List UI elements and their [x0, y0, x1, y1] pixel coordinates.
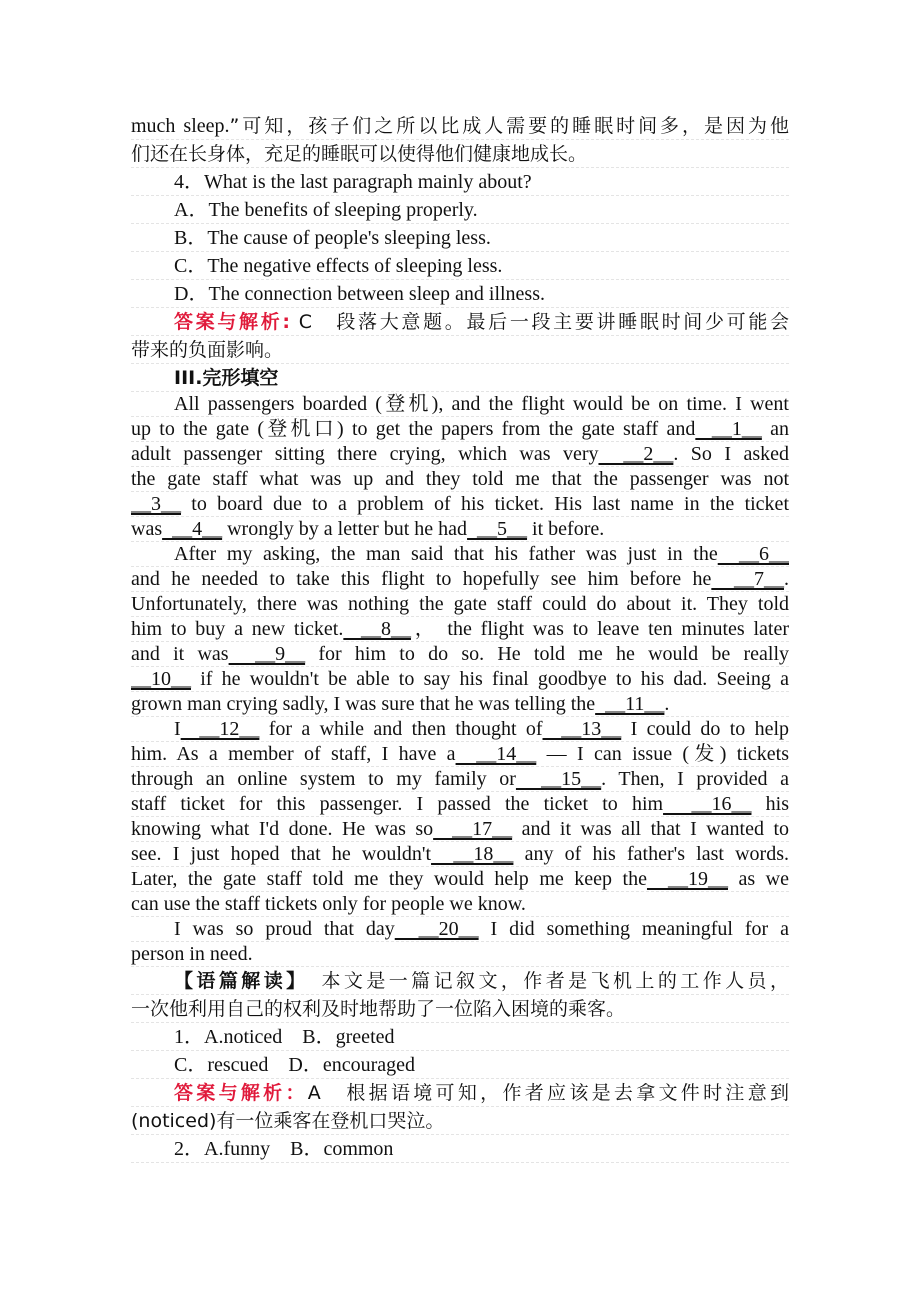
blank-16: __16__ [663, 793, 752, 815]
passage-line: After my asking, the man said that his father was just in the __6__ [131, 542, 789, 567]
blank-8: __8__ [343, 618, 411, 640]
passage-line: __10__ if he wouldn't be able to say his final goodbye to his dad. Seeing a [131, 668, 789, 690]
passage-line: __3__ to board due to a problem of his ticket. His last name in the ticket [131, 493, 789, 515]
q4-option-c: C．The negative effects of sleeping less. [131, 252, 789, 280]
passage-line: see. I just hoped that he wouldn't __18__ any of his father's last words. [131, 843, 789, 865]
blank-18: __18__ [431, 843, 514, 865]
blank-12: __12__ [180, 718, 260, 740]
cloze-passage [131, 392, 789, 967]
passage-line: All passengers boarded (登机), and the flight would be on time. I went [131, 392, 789, 417]
blank-4: __4__ [162, 518, 223, 540]
passage-line: him to buy a new ticket. __8__， the flight was to leave ten minutes later [131, 618, 789, 640]
q4-stem: 4．What is the last paragraph mainly about? [131, 168, 789, 196]
passage-line: was __4__ wrongly by a letter but he had __5__ it before. [131, 517, 789, 542]
document-page [131, 112, 789, 1163]
cloze-q1-answer: 答案与解析：A 根据语境可知，作者应该是去拿文件时注意到 [131, 1079, 789, 1107]
passage-line: and he needed to take this flight to hopefully see him before he __7__. [131, 568, 789, 590]
blank-14: __14__ [455, 743, 537, 765]
q3-explanation-line-2: 们还在长身体，充足的睡眠可以使得他们健康地成长。 [131, 140, 789, 168]
cloze-q1-options-cd: C．rescued D．encouraged [131, 1051, 789, 1079]
passage-line: can use the staff tickets only for people we know. [131, 892, 789, 917]
blank-9: __9__ [228, 643, 306, 665]
q4-option-d: D．The connection between sleep and illness. [131, 280, 789, 308]
blank-10: __10__ [131, 668, 191, 690]
passage-line: adult passenger sitting there crying, which was very __2__. So I asked [131, 443, 789, 465]
passage-line: I was so proud that day __20__ I did something meaningful for a [131, 917, 789, 942]
blank-1: __1__ [695, 418, 762, 440]
blank-3: __3__ [131, 493, 181, 515]
blank-13: __13__ [542, 718, 622, 740]
passage-line: Unfortunately, there was nothing the gate staff could do about it. They told [131, 593, 789, 615]
q4-option-a: A．The benefits of sleeping properly. [131, 196, 789, 224]
blank-2: __2__ [598, 443, 674, 465]
passage-line: I __12__ for a while and then thought of __13__ I could do to help [131, 717, 789, 742]
blank-19: __19__ [646, 868, 728, 890]
passage-line: staff ticket for this passenger. I passed the ticket to him __16__ his [131, 793, 789, 815]
cloze-q1-options-ab: 1．A.noticed B．greeted [131, 1023, 789, 1051]
reading-note: 【语篇解读】 本文是一篇记叙文，作者是飞机上的工作人员， [131, 967, 789, 995]
passage-line: him. As a member of staff, I have a __14__ — I can issue (发) tickets [131, 743, 789, 765]
blank-7: __7__ [711, 568, 784, 590]
blank-20: __20__ [394, 918, 479, 940]
cloze-q1-answer-cont: (noticed)有一位乘客在登机口哭泣。 [131, 1107, 789, 1135]
blank-17: __17__ [433, 818, 513, 840]
blank-15: __15__ [515, 768, 602, 790]
blank-6: __6__ [717, 543, 789, 565]
section-title: III.完形填空 [131, 364, 789, 392]
blank-11: __11__ [595, 693, 665, 715]
q3-explanation-line-1: much sleep.”可知，孩子们之所以比成人需要的睡眠时间多，是因为他 [131, 112, 789, 140]
passage-line: grown man crying sadly, I was sure that he was telling the __11__. [131, 692, 789, 717]
passage-line: person in need. [131, 942, 789, 967]
reading-note-cont: 一次他利用自己的权利及时地帮助了一位陷入困境的乘客。 [131, 995, 789, 1023]
q4-option-b: B．The cause of people's sleeping less. [131, 224, 789, 252]
q4-answer: 答案与解析: C 段落大意题。最后一段主要讲睡眠时间少可能会 [131, 308, 789, 336]
passage-line: and it was __9__ for him to do so. He told me he would be really [131, 643, 789, 665]
blank-5: __5__ [467, 518, 528, 540]
passage-line: knowing what I'd done. He was so __17__ and it was all that I wanted to [131, 818, 789, 840]
passage-line: Later, the gate staff told me they would help me keep the __19__ as we [131, 868, 789, 890]
cloze-q2-options-ab: 2．A.funny B．common [131, 1135, 789, 1163]
passage-line: up to the gate (登机口) to get the papers from the gate staff and __1__ an [131, 418, 789, 440]
passage-line: through an online system to my family or __15__. Then, I provided a [131, 768, 789, 790]
passage-line: the gate staff what was up and they told me that the passenger was not [131, 468, 789, 490]
q4-answer-cont: 带来的负面影响。 [131, 336, 789, 364]
